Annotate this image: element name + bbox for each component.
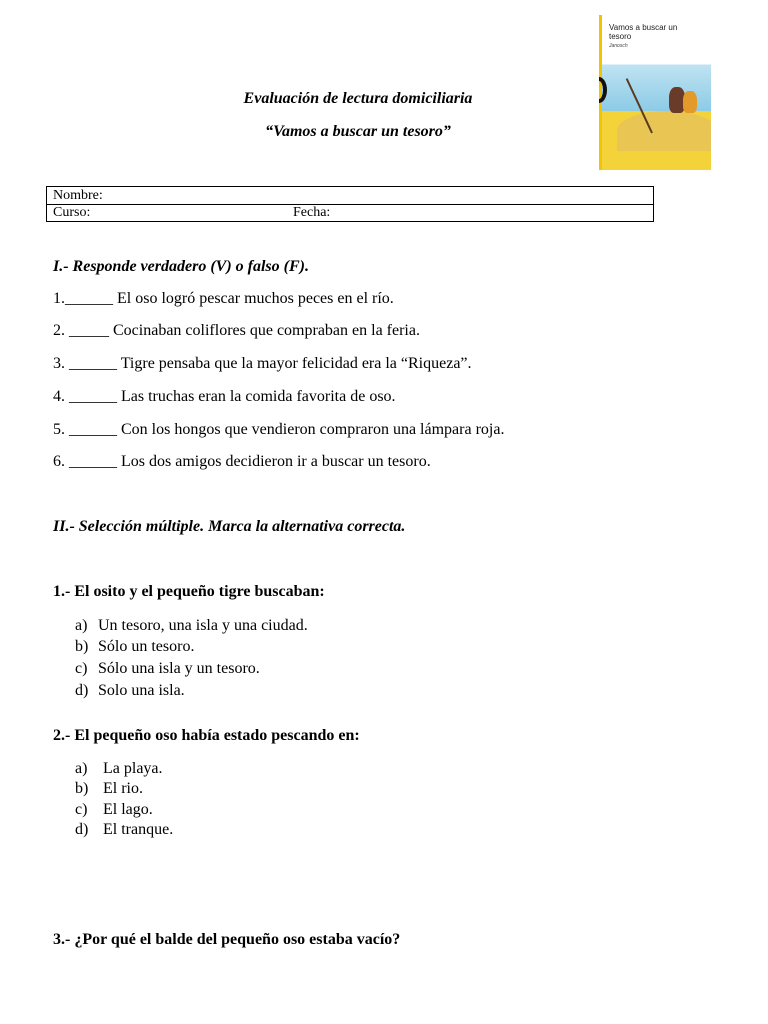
option-text: Sólo una isla y un tesoro. (98, 660, 260, 677)
course-date-row (47, 204, 653, 221)
option-text: La playa. (103, 760, 163, 777)
tf-item: 4. ______ Las truchas eran la comida favorita de oso. (53, 388, 396, 405)
tf-item: 6. ______ Los dos amigos decidieron ir a buscar un tesoro. (53, 453, 431, 470)
option-text: El rio. (103, 780, 143, 797)
question-2-text: 2.- El pequeño oso había estado pescando en: (53, 727, 360, 744)
question-1-text: 1.- El osito y el pequeño tigre buscaban: (53, 583, 325, 600)
option-letter: b) (75, 638, 89, 655)
name-label: Nombre: (53, 188, 103, 203)
student-info-table (46, 186, 654, 222)
option-letter: d) (75, 682, 89, 699)
option-text: Sólo un tesoro. (98, 638, 195, 655)
option-letter: b) (75, 780, 89, 797)
name-row (47, 187, 653, 205)
option-text: Solo una isla. (98, 682, 185, 699)
tf-item: 1.______ El oso logró pescar muchos peces en el río. (53, 290, 394, 307)
tf-item: 5. ______ Con los hongos que vendieron compraron una lámpara roja. (53, 421, 505, 438)
tf-item: 2. _____ Cocinaban coliflores que compraban en la feria. (53, 322, 420, 339)
course-label: Curso: (53, 205, 91, 220)
section-1-title: I.- Responde verdadero (V) o falso (F). (53, 258, 309, 275)
option-letter: a) (75, 760, 88, 777)
cover-author: Janosch (609, 43, 628, 49)
page-title: Evaluación de lectura domiciliaria (243, 90, 473, 107)
option-letter: a) (75, 617, 88, 634)
tf-item: 3. ______ Tigre pensaba que la mayor felicidad era la “Riqueza”. (53, 355, 472, 372)
option-text: Un tesoro, una isla y una ciudad. (98, 617, 308, 634)
option-text: El tranque. (103, 821, 174, 838)
question-3-text: 3.- ¿Por qué el balde del pequeño oso estaba vacío? (53, 931, 401, 948)
cover-title: Vamos a buscar un tesoro (609, 23, 678, 41)
date-label: Fecha: (293, 205, 331, 220)
option-letter: c) (75, 801, 88, 818)
option-text: El lago. (103, 801, 153, 818)
section-2-title: II.- Selección múltiple. Marca la alternativa correcta. (53, 518, 406, 535)
page-subtitle: “Vamos a buscar un tesoro” (265, 123, 451, 140)
option-letter: d) (75, 821, 89, 838)
option-letter: c) (75, 660, 88, 677)
